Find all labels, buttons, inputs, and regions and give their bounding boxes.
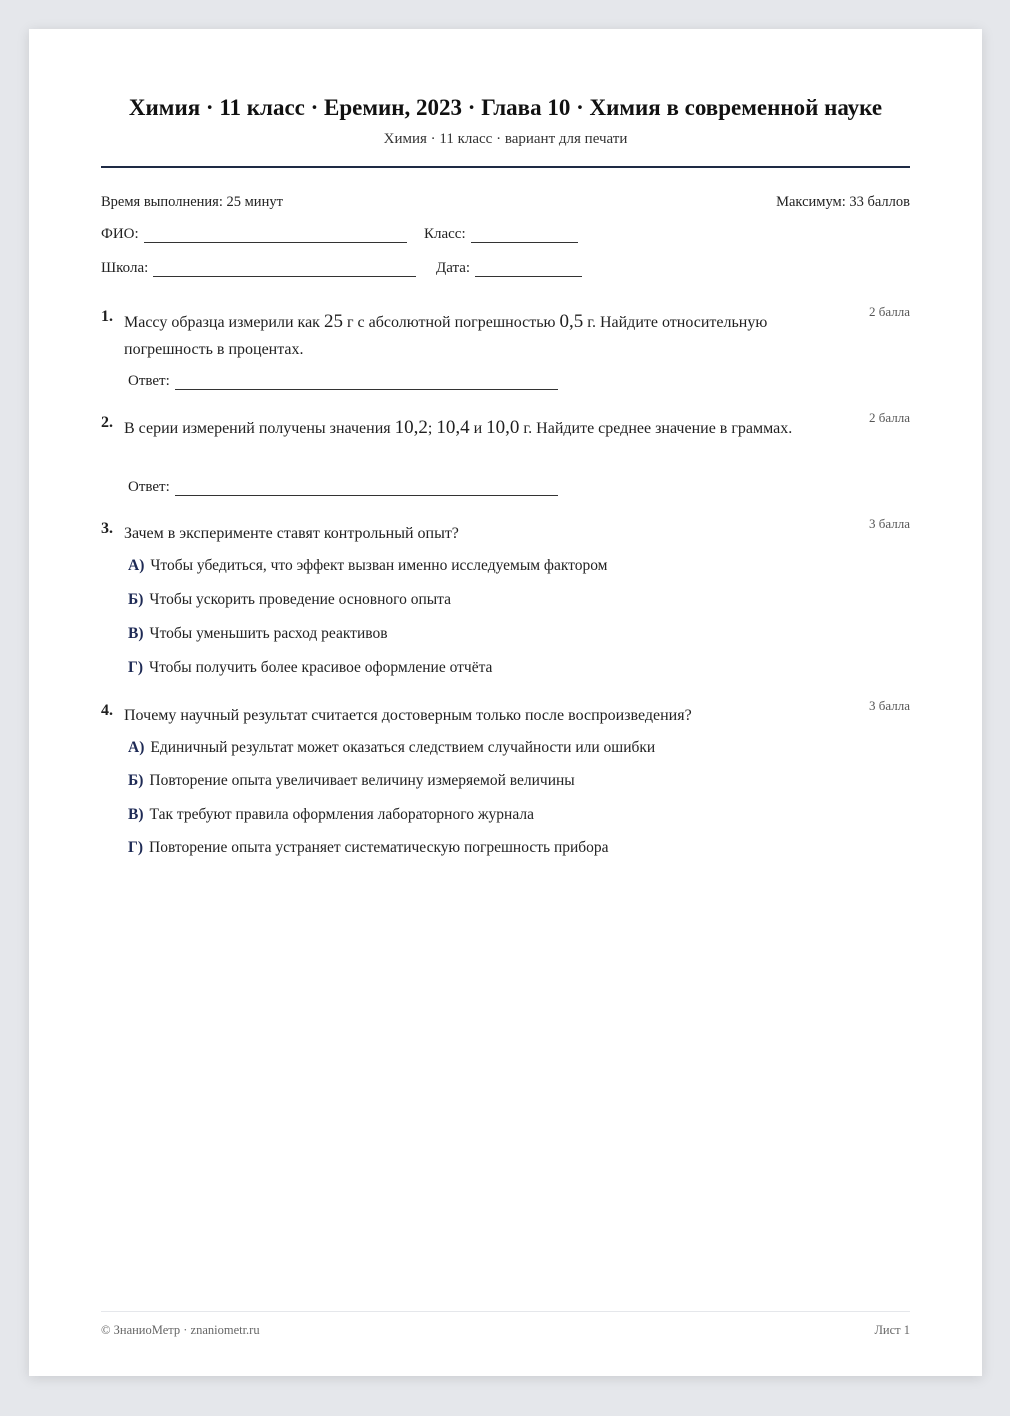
option-c[interactable] [128,806,534,824]
question-text: Почему научный результат считается достоверным только после воспроизведения? [124,707,692,724]
question-points: 3 балла [869,516,910,531]
fio-label: ФИО: [101,226,139,242]
option-text: Единичный результат может оказаться следствием случайности или ошибки [150,739,656,756]
answer-line[interactable] [175,481,558,496]
class-field [424,226,578,243]
answer-line[interactable] [175,375,558,390]
date-line[interactable] [475,262,582,277]
option-letter: А) [128,557,145,574]
answer-field [128,373,558,390]
header-divider [101,166,910,168]
question-points: 3 балла [869,698,910,713]
question-text-part: г. Найдите относительную погрешность в процентах. [124,314,768,358]
question-text [124,414,854,442]
answer-label: Ответ: [128,373,170,389]
question-number: 4. [101,702,113,719]
question-number: 1. [101,308,113,325]
question-number: 3. [101,520,113,537]
option-letter: А) [128,739,145,756]
option-a[interactable] [128,739,655,757]
question-text-part: г. Найдите среднее значение в граммах. [519,420,793,437]
option-b[interactable] [128,772,575,790]
option-letter: Б) [128,772,144,789]
option-letter: Г) [128,839,144,856]
math-value: 0,5 [559,311,584,332]
question-number: 2. [101,414,113,431]
class-label: Класс: [424,226,466,242]
school-line[interactable] [153,262,416,277]
option-d[interactable] [128,839,609,857]
option-text: Чтобы ускорить проведение основного опыта [149,591,452,608]
math-value: 10,2 [394,417,428,438]
date-field [436,260,582,277]
option-letter: Г) [128,659,144,676]
question-text-part: и [469,420,487,437]
math-value: 10,4 [436,417,470,438]
question-points: 2 балла [869,410,910,425]
answer-label: Ответ: [128,479,170,495]
option-text: Повторение опыта устраняет систематическую погрешность прибора [149,839,609,856]
option-letter: В) [128,625,144,642]
worksheet-page [29,29,982,1376]
option-text: Чтобы уменьшить расход реактивов [149,625,388,642]
question-text-part: В серии измерений получены значения [124,420,395,437]
question-text-part: Массу образца измерили как [124,314,324,331]
max-score: Максимум: 33 баллов [776,194,910,210]
page-title: Химия · 11 класс · Еремин, 2023 · Глава 10 · Химия в современной науке [128,95,883,120]
option-text: Чтобы получить более красивое оформление отчёта [149,659,493,676]
fio-line[interactable] [144,228,407,243]
option-text: Повторение опыта увеличивает величину измеряемой величины [149,772,575,789]
page-content [101,29,910,1376]
footer-divider [101,1311,910,1312]
math-value: 25 [323,311,343,332]
option-letter: Б) [128,591,144,608]
page-subtitle: Химия · 11 класс · вариант для печати [383,131,628,147]
question-text: Зачем в эксперименте ставят контрольный опыт? [124,525,459,542]
option-text: Так требуют правила оформления лабораторного журнала [149,806,534,823]
question-text-part: ; [427,420,437,437]
option-d[interactable] [128,659,492,677]
school-label: Школа: [101,260,149,276]
class-line[interactable] [471,228,578,243]
question-text-part: г с абсолютной погрешностью [342,314,560,331]
footer-page-number: Лист 1 [874,1323,910,1337]
option-c[interactable] [128,625,388,643]
answer-field [128,479,558,496]
question-points: 2 балла [869,304,910,319]
question-text [124,308,854,363]
time-limit: Время выполнения: 25 минут [101,194,283,210]
fio-field [101,226,407,243]
option-b[interactable] [128,591,451,609]
footer-copyright: © ЗнаниоМетр · znaniometr.ru [101,1323,260,1337]
date-label: Дата: [436,260,471,276]
option-text: Чтобы убедиться, что эффект вызван именно исследуемым фактором [150,557,608,574]
option-letter: В) [128,806,144,823]
school-field [101,260,416,277]
option-a[interactable] [128,557,608,575]
math-value: 10,0 [486,417,520,438]
